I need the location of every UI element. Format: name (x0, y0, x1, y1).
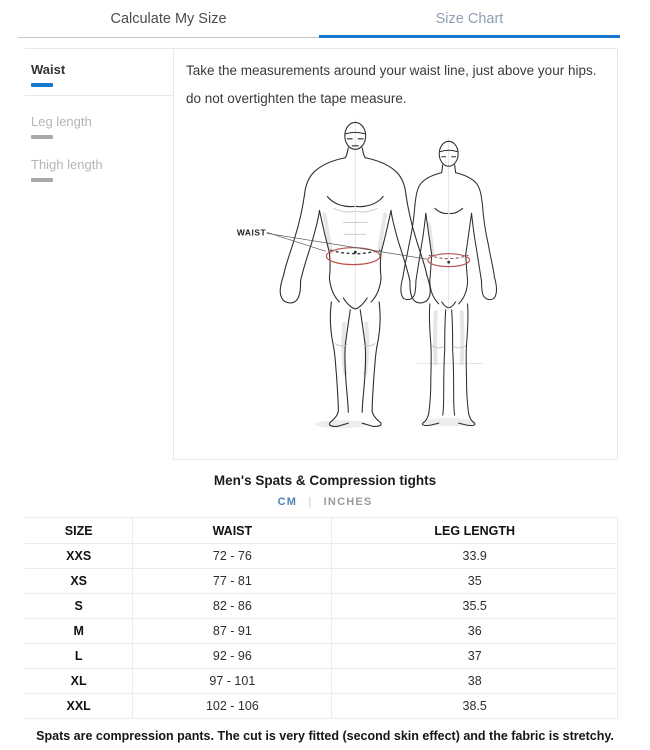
waist-value: 102 - 106 (133, 694, 332, 719)
sidebar-item-waist[interactable] (25, 49, 173, 96)
size-value: XL (70, 674, 87, 688)
fit-note: Spats are compression pants. The cut is very fitted (second skin effect) and the fabric is stretchy. (36, 729, 614, 743)
size-value: XXL (66, 699, 91, 713)
header-size: SIZE (64, 523, 93, 538)
size-value: L (74, 649, 83, 663)
leg-length-value: 37 (332, 644, 618, 669)
header-waist: WAIST (133, 518, 332, 544)
tab-calculate-my-size-label: Calculate My Size (110, 11, 227, 27)
waist-value: 87 - 91 (133, 619, 332, 644)
table-row (25, 594, 618, 619)
unit-separator: | (308, 496, 313, 508)
figure-shadow (315, 420, 367, 428)
table-row (25, 694, 618, 719)
body-measurement-figure-svg (174, 113, 617, 451)
size-value: XXS (66, 549, 92, 563)
table-header-row (25, 518, 618, 544)
sidebar-item-waist-label: Waist (31, 62, 66, 77)
leg-length-value: 35.5 (332, 594, 618, 619)
waist-value: 92 - 96 (133, 644, 332, 669)
tab-size-chart-label: Size Chart (435, 11, 504, 27)
leg-length-value: 36 (332, 619, 618, 644)
sidebar-item-leg-length[interactable] (25, 101, 173, 139)
waist-pointer-line (267, 233, 427, 259)
indicator-bar (31, 178, 53, 182)
leg-length-value: 35 (332, 569, 618, 594)
header-leg-length: LEG LENGTH (332, 518, 618, 544)
size-chart-table (25, 517, 618, 719)
size-value: XS (70, 574, 87, 588)
unit-option-inches[interactable]: INCHES (323, 496, 373, 508)
size-value: M (73, 624, 84, 638)
measurement-sidebar (25, 49, 173, 460)
measurement-panel (25, 48, 618, 460)
leg-length-value: 38.5 (332, 694, 618, 719)
table-row (25, 569, 618, 594)
waist-value: 82 - 86 (133, 594, 332, 619)
waist-callout-label: WAIST (236, 227, 267, 238)
body-illustration (174, 113, 617, 451)
leg-length-value: 33.9 (332, 544, 618, 569)
unit-toggle (0, 496, 650, 508)
measurement-content (173, 49, 618, 460)
unit-option-cm[interactable]: CM (277, 496, 298, 508)
tab-bar (18, 0, 620, 38)
table-row (25, 619, 618, 644)
waist-value: 77 - 81 (133, 569, 332, 594)
waist-callout (237, 227, 427, 259)
product-title: Men's Spats & Compression tights (213, 473, 437, 488)
leg-length-value: 38 (332, 669, 618, 694)
tab-size-chart[interactable] (319, 9, 620, 38)
waist-value: 97 - 101 (133, 669, 332, 694)
sidebar-item-thigh-length[interactable] (25, 144, 173, 182)
active-indicator-bar (31, 83, 53, 87)
sidebar-item-thigh-length-label: Thigh length (31, 157, 103, 172)
table-row (25, 644, 618, 669)
tab-calculate-my-size[interactable] (18, 9, 319, 38)
size-value: S (74, 599, 83, 613)
sidebar-item-leg-length-label: Leg length (31, 114, 92, 129)
indicator-bar (31, 135, 53, 139)
table-row (25, 669, 618, 694)
table-row (25, 544, 618, 569)
measurement-instructions: Take the measurements around your waist line, just above your hips. do not overtighten the tape measure. (186, 63, 597, 106)
waist-value: 72 - 76 (133, 544, 332, 569)
